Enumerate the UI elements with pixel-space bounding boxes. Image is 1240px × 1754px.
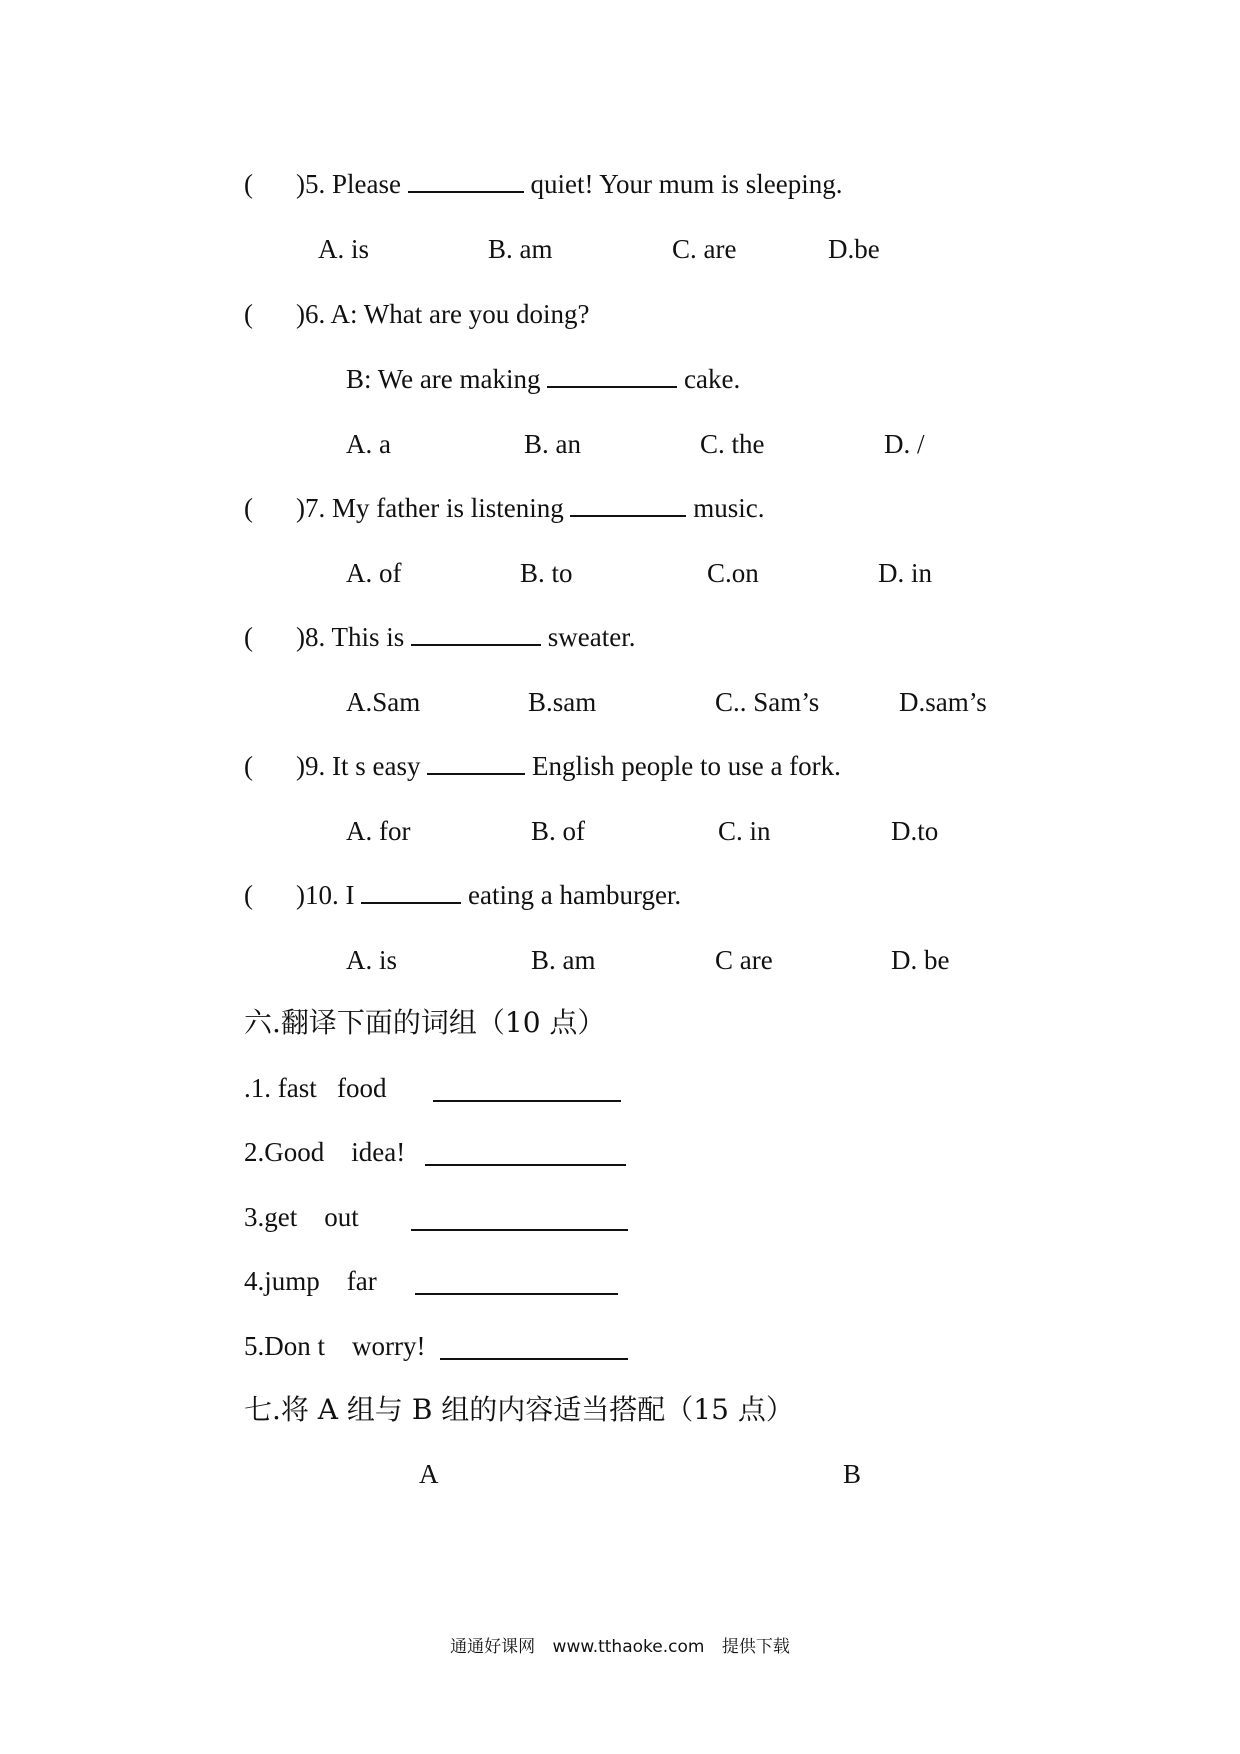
footer-note: 提供下载 [721, 1637, 790, 1657]
page-footer [0, 1632, 1240, 1657]
option-c: C.on [707, 558, 759, 588]
translate-blank-3[interactable] [411, 1207, 628, 1231]
fill-blank[interactable] [361, 880, 461, 904]
option-d: D.sam’s [899, 687, 987, 717]
answer-paren: ( [244, 880, 253, 910]
option-d: D. be [891, 945, 950, 975]
question-stem: )8. This is sweater. [296, 622, 636, 652]
question-stem: )9. It s easy English people to use a fork. [296, 751, 841, 781]
option-c: C.. Sam’s [715, 687, 820, 717]
option-c: C are [715, 945, 773, 975]
answer-paren: ( [244, 299, 253, 329]
fill-blank[interactable] [547, 364, 677, 388]
fill-blank[interactable] [408, 169, 524, 193]
fill-blank[interactable] [570, 493, 686, 517]
column-a-header: A [419, 1459, 439, 1489]
question-stem: )10. I eating a hamburger. [296, 880, 682, 910]
translate-item-1: .1. fast food [244, 1073, 387, 1103]
option-b: B. am [531, 945, 596, 975]
option-b: B. an [524, 429, 581, 459]
answer-paren: ( [244, 169, 253, 199]
option-a: A.Sam [346, 687, 421, 717]
question-stem: )6. A: What are you doing? [296, 299, 590, 329]
translate-blank-5[interactable] [440, 1336, 628, 1360]
option-d: D. in [878, 558, 932, 588]
option-a: A. is [318, 234, 370, 264]
option-d: D.to [891, 816, 939, 846]
translate-blank-4[interactable] [415, 1271, 618, 1295]
option-a: A. a [346, 429, 391, 459]
fill-blank[interactable] [411, 622, 541, 646]
answer-paren: ( [244, 622, 253, 652]
translate-blank-2[interactable] [425, 1142, 626, 1166]
option-a: A. of [346, 558, 402, 588]
translate-blank-1[interactable] [433, 1078, 621, 1102]
option-c: C. are [672, 234, 737, 264]
option-b: B. of [531, 816, 585, 846]
question-stem: )7. My father is listening music. [296, 493, 765, 523]
section-6-title: 六.翻译下面的词组（10 点） [244, 1006, 606, 1039]
option-a: A. is [346, 945, 398, 975]
translate-item-4: 4.jump far [244, 1266, 377, 1296]
question-stem: )5. Please quiet! Your mum is sleeping. [296, 169, 843, 199]
fill-blank[interactable] [427, 751, 525, 775]
option-c: C. the [700, 429, 765, 459]
option-b: B. am [488, 234, 553, 264]
footer-site-name: 通通好课网 [450, 1637, 536, 1657]
translate-item-5: 5.Don t worry! [244, 1331, 426, 1361]
column-b-header: B [843, 1459, 862, 1489]
answer-paren: ( [244, 493, 253, 523]
answer-paren: ( [244, 751, 253, 781]
option-c: C. in [718, 816, 771, 846]
option-d: D. / [884, 429, 925, 459]
question-stem-line2: B: We are making cake. [346, 364, 741, 394]
option-b: B.sam [528, 687, 597, 717]
footer-url[interactable]: www.tthaoke.com [552, 1637, 705, 1657]
option-d: D.be [828, 234, 880, 264]
section-7-title: 七.将 A 组与 B 组的内容适当搭配（15 点） [244, 1393, 794, 1426]
option-a: A. for [346, 816, 411, 846]
translate-item-2: 2.Good idea! [244, 1137, 406, 1167]
option-b: B. to [520, 558, 573, 588]
translate-item-3: 3.get out [244, 1202, 359, 1232]
